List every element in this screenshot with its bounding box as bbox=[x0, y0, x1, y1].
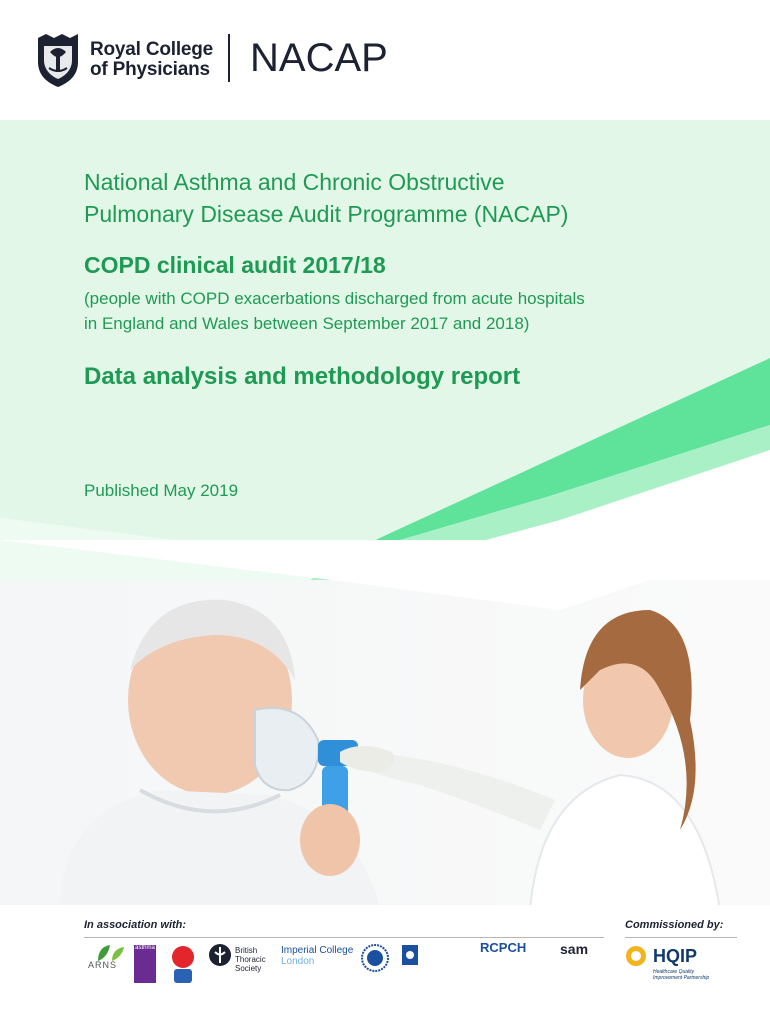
report-title: Data analysis and methodology report bbox=[84, 363, 521, 390]
bts-line-1: British bbox=[235, 946, 258, 955]
hqip-logo bbox=[625, 945, 697, 967]
programme-title-line-2: Pulmonary Disease Audit Programme (NACAP) bbox=[84, 201, 569, 227]
audit-subtitle-line-1: (people with COPD exacerbations discharged from acute hospitals bbox=[84, 289, 585, 308]
imperial-logo bbox=[281, 945, 353, 967]
programme-title-line-1: National Asthma and Chronic Obstructive bbox=[84, 169, 505, 195]
association-label: In association with: bbox=[84, 919, 187, 931]
bts-emblem-icon bbox=[208, 943, 232, 967]
rcp-logo bbox=[34, 32, 213, 88]
hqip-emblem-icon bbox=[625, 945, 647, 967]
hqip-sub-line-2: Improvement Partnership bbox=[653, 975, 710, 981]
imperial-line-2: London bbox=[281, 956, 315, 967]
nacap-wordmark: NACAP bbox=[250, 36, 388, 80]
association-rule bbox=[84, 937, 604, 938]
rcp-line-2: of Physicians bbox=[90, 59, 210, 80]
rcp-crest-icon bbox=[34, 32, 82, 88]
audit-subtitle bbox=[84, 286, 734, 336]
bts-logo bbox=[235, 946, 266, 973]
commissioned-label: Commissioned by: bbox=[625, 919, 724, 931]
imperial-line-1: Imperial College bbox=[281, 945, 354, 956]
audit-title: COPD clinical audit 2017/18 bbox=[84, 252, 386, 278]
acp-emblem-icon bbox=[402, 945, 418, 965]
published-date: Published May 2019 bbox=[84, 481, 239, 500]
audit-subtitle-line-2: in England and Wales between September 2017 and 2018) bbox=[84, 314, 530, 333]
bts-line-2: Thoracic bbox=[235, 955, 266, 964]
rcpch-logo: RCPCH bbox=[480, 940, 527, 955]
programme-title bbox=[84, 166, 734, 230]
patient-nurse-illustration bbox=[0, 540, 770, 910]
cover-photo bbox=[0, 540, 770, 910]
rcp-line-1: Royal College bbox=[90, 39, 214, 60]
seal-emblem-icon bbox=[360, 943, 390, 973]
hqip-sub-line-1: Healthcare Quality bbox=[653, 969, 695, 975]
rcp-wordmark bbox=[90, 40, 213, 80]
header bbox=[0, 0, 770, 120]
commissioned-rule bbox=[625, 937, 737, 938]
hqip-name: HQIP bbox=[653, 945, 698, 966]
bts-line-3: Society bbox=[235, 964, 262, 973]
asthma-uk-logo: asthma bbox=[134, 945, 156, 983]
arns-logo: ARNS bbox=[88, 960, 118, 970]
sam-logo: sam bbox=[560, 941, 589, 957]
footer bbox=[0, 905, 770, 1024]
hqip-subtitle bbox=[653, 969, 709, 981]
title-block bbox=[84, 166, 734, 392]
header-divider bbox=[228, 34, 230, 82]
lung-balloon-icon bbox=[168, 945, 198, 985]
